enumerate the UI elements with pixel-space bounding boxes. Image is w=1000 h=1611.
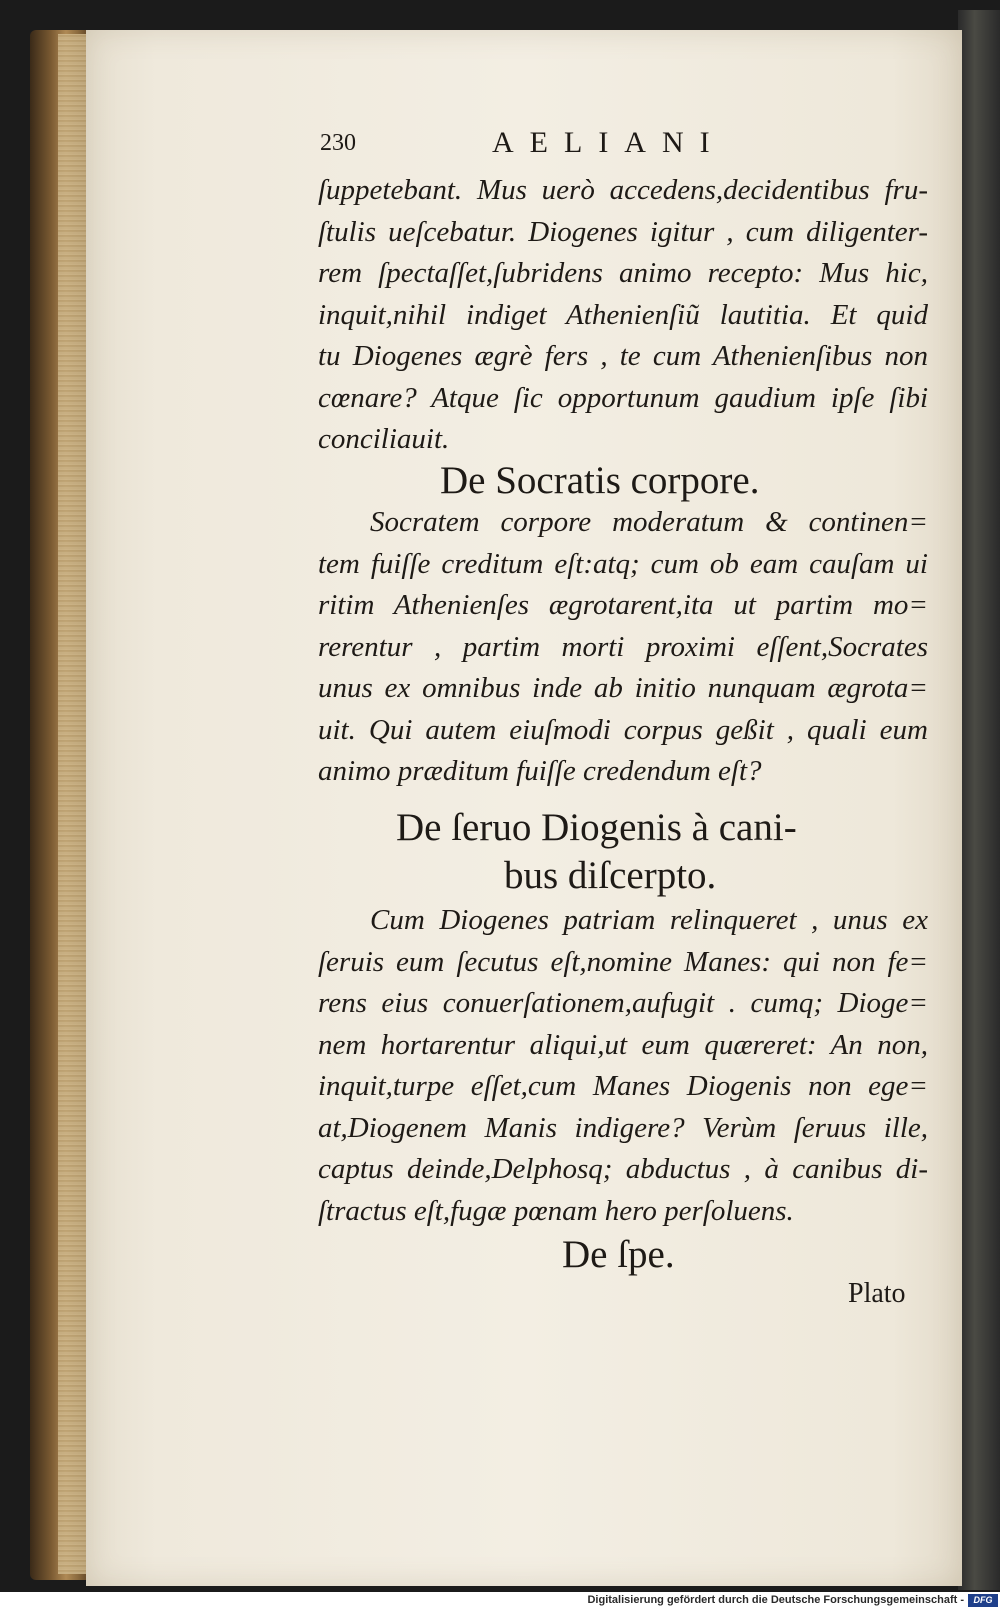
text-line: animo præditum fuiſſe credendum eſt? <box>318 755 762 787</box>
text-line: unus ex omnibus inde ab initio nunquam ægrota= <box>318 672 928 704</box>
section-heading-servant-line2: bus diſcerpto. <box>504 854 717 897</box>
text-line: Socratem corpore moderatum & continen= <box>370 506 928 538</box>
text-line: ſeruis eum ſecutus eſt,nomine Manes: qui non fe= <box>318 945 928 978</box>
section-heading-socrates: De Socratis corpore. <box>440 459 760 502</box>
text-line: captus deinde,Delphosq; abductus , à canibus di- <box>318 1153 928 1185</box>
text-line: uit. Qui autem eiuſmodi corpus geßit , quali eum <box>318 713 928 746</box>
text-line: ſuppetebant. Mus uerò accedens,decidentibus fru- <box>318 174 928 206</box>
section-heading-hope: De ſpe. <box>562 1233 675 1276</box>
digitization-credit: Digitalisierung gefördert durch die Deutsche Forschungsgemeinschaft - <box>587 1594 964 1606</box>
running-head <box>320 126 920 170</box>
text-line: tu Diogenes ægrè fers , te cum Athenienſibus non <box>318 340 928 372</box>
text-line: ritim Athenienſes ægrotarent,ita ut partim mo= <box>318 589 928 621</box>
paragraph-socrates-body <box>318 502 928 793</box>
catchword: Plato <box>848 1278 906 1309</box>
text-line: Cum Diogenes patriam relinqueret , unus ex <box>370 904 928 936</box>
text-line: at,Diogenem Manis indigere? Verùm ſeruus ille, <box>318 1111 928 1144</box>
right-page-edge <box>958 10 1000 1590</box>
dfg-logo-icon: DFG <box>968 1594 998 1607</box>
text-line: rerentur , partim morti proximi eſſent,Socrates <box>318 630 928 663</box>
text-line: conciliauit. <box>318 423 450 455</box>
text-line: tem fuiſſe creditum eſt:atq; cum ob eam cauſam ui <box>318 547 928 580</box>
text-line: ſtractus eſt,fugæ pœnam hero perſoluens. <box>318 1194 794 1227</box>
text-line: inquit,turpe eſſet,cum Manes Diogenis non ege= <box>318 1070 928 1102</box>
text-line: ſtulis ueſcebatur. Diogenes igitur , cum diligenter- <box>318 215 928 248</box>
text-line: cœnare? Atque ſic opportunum gaudium ipſe ſibi <box>318 381 928 414</box>
text-line: inquit,nihil indiget Athenienſiũ lautitia. Et quid <box>318 298 928 331</box>
text-line: rem ſpectaſſet,ſubridens animo recepto: Mus hic, <box>318 257 928 289</box>
paragraph-diogenes-mouse <box>318 170 928 461</box>
section-heading-servant-line1: De ſeruo Diogenis à cani- <box>396 806 797 849</box>
page-number: 230 <box>320 130 356 156</box>
paragraph-servant-manes <box>318 900 928 1232</box>
running-title: AELIANI <box>492 126 726 159</box>
text-line: rens eius conuerſationem,aufugit . cumq; Dioge= <box>318 987 928 1019</box>
text-line: nem hortarentur aliqui,ut eum quæreret: An non, <box>318 1028 928 1061</box>
